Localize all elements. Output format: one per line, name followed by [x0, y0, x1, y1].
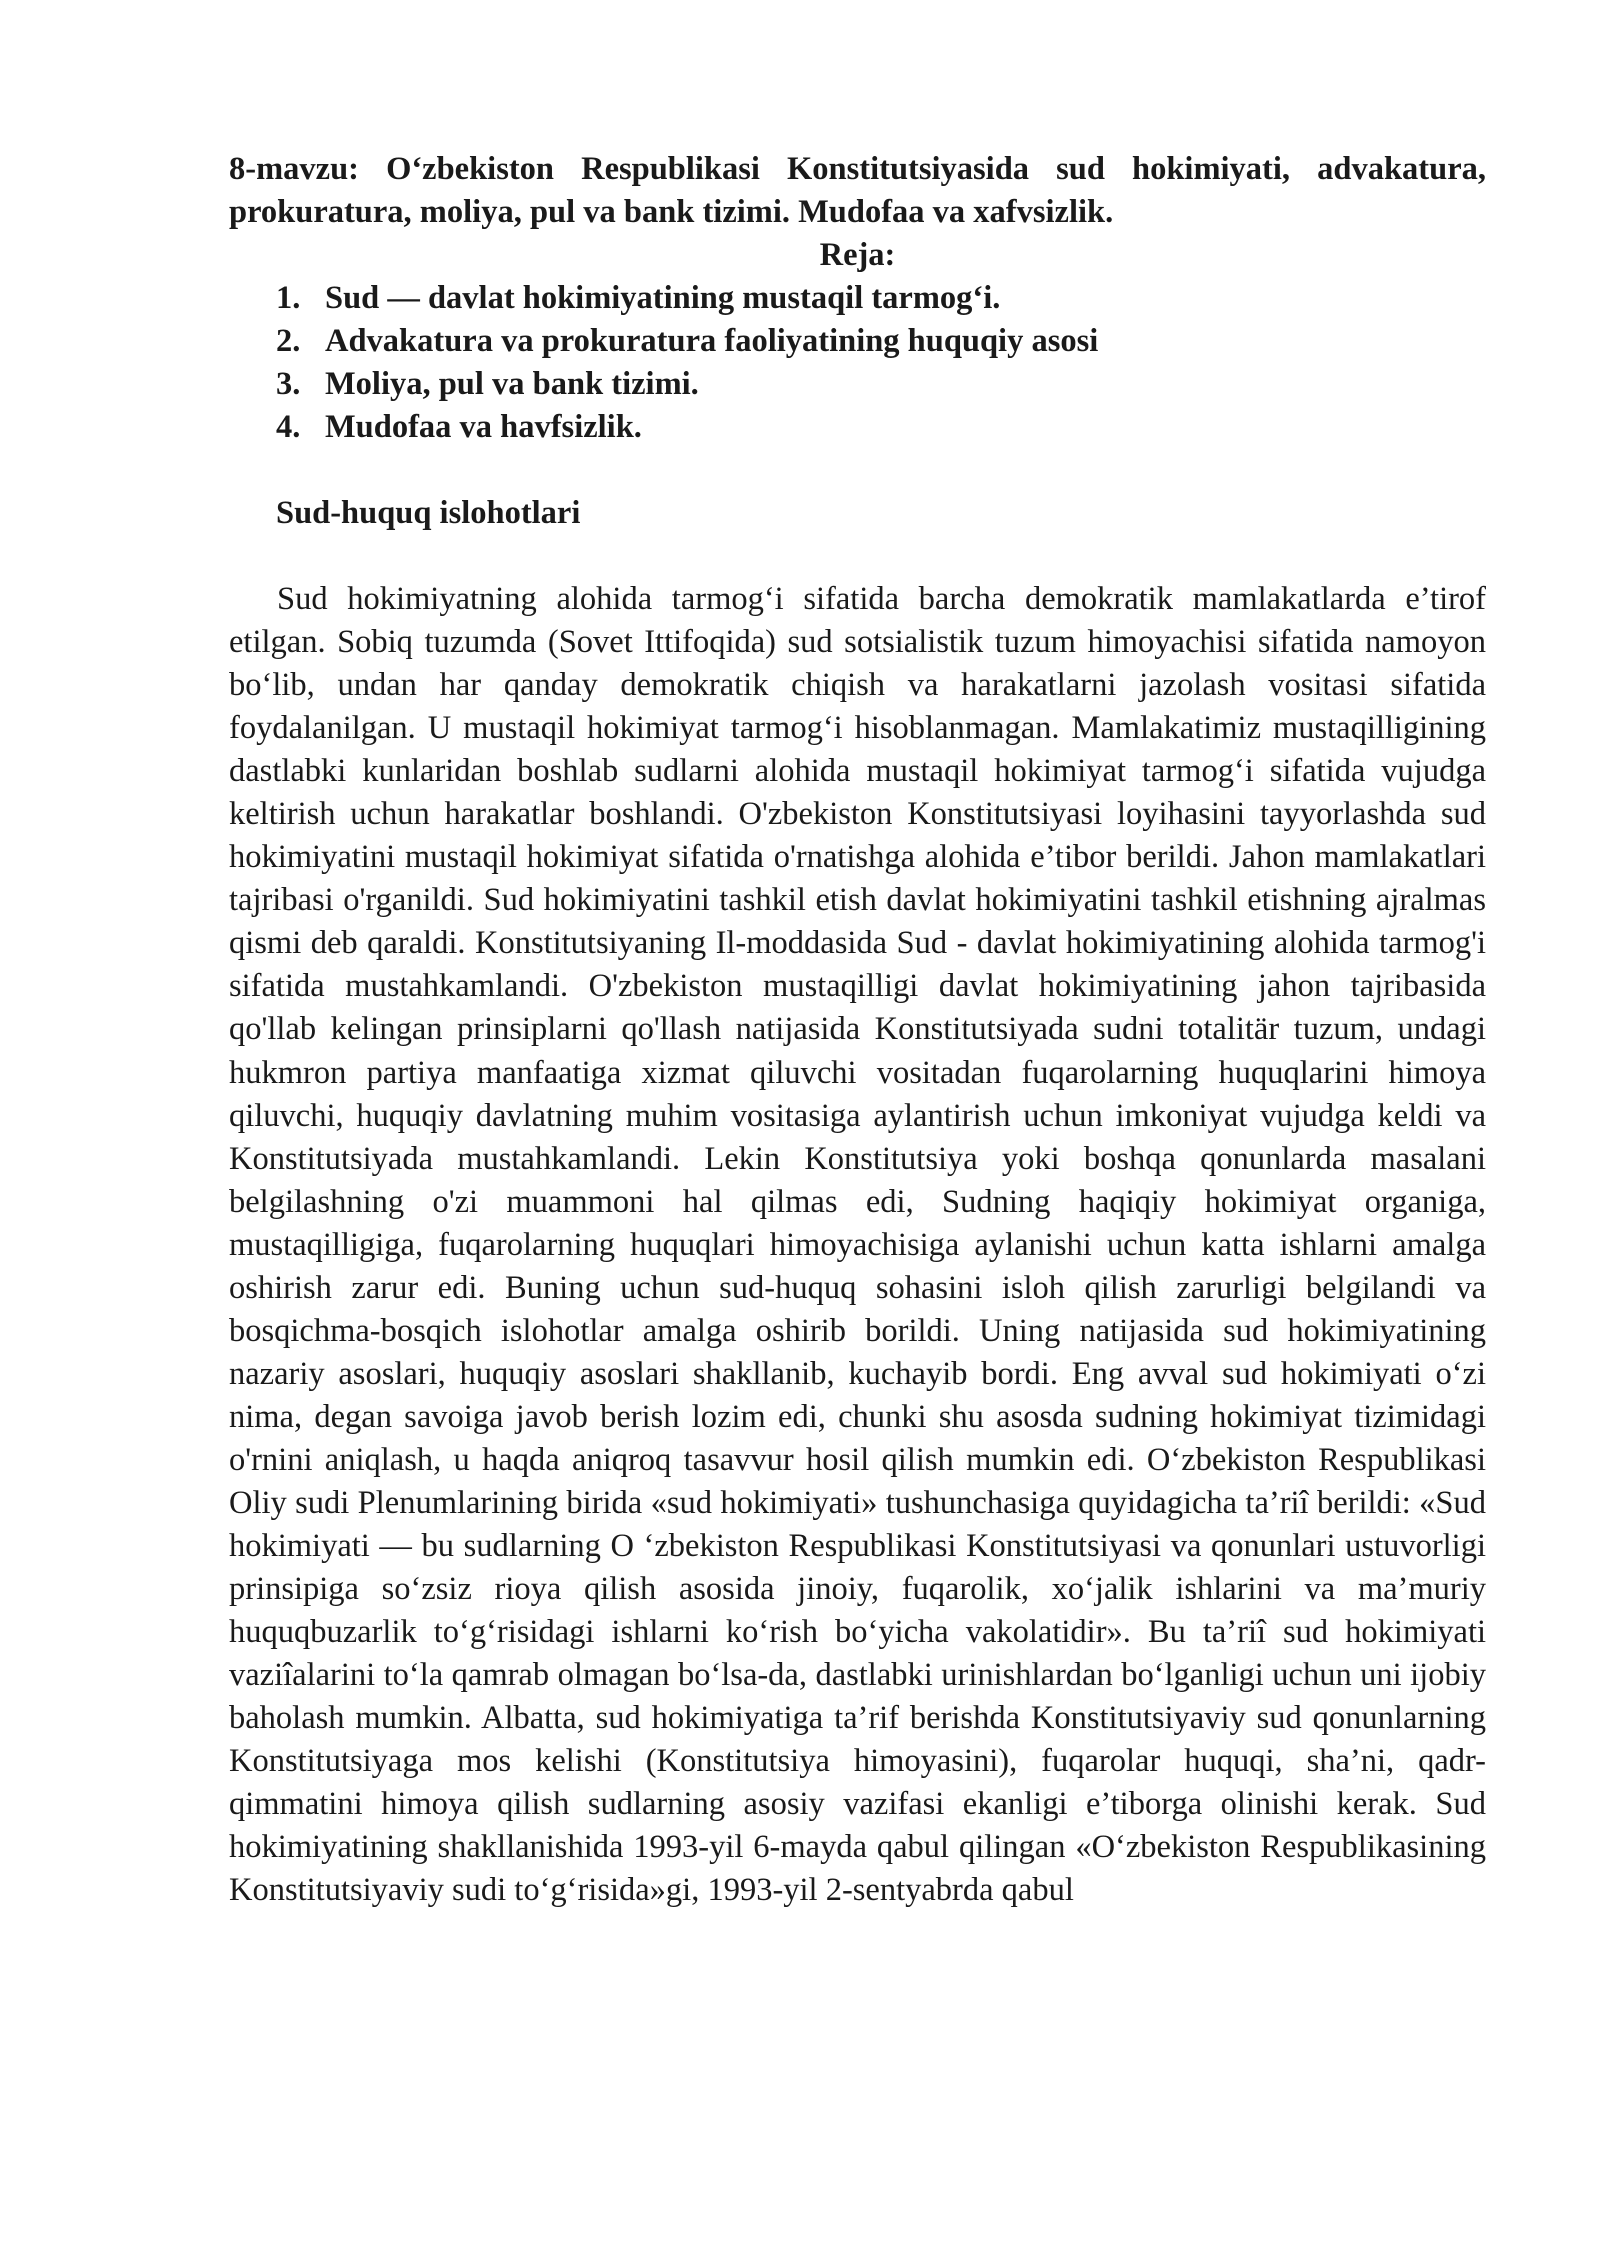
section-title: Sud-huquq islohotlari — [276, 495, 581, 531]
plan-item — [229, 277, 1486, 320]
topic-heading — [229, 148, 1486, 234]
plan-list — [229, 277, 1486, 449]
plan-title: Reja: — [819, 237, 896, 273]
plan-item — [229, 406, 1486, 449]
plan-item-number: 1. — [276, 280, 301, 316]
plan-item-number: 2. — [276, 323, 301, 359]
plan-item-text: Advakatura va prokuratura faoliyatining huquqiy asosi — [325, 323, 1099, 359]
document-page — [229, 148, 1486, 1912]
plan-item — [229, 320, 1486, 363]
plan-item-number: 3. — [276, 366, 301, 402]
plan-item-text: Mudofaa va havfsizlik. — [325, 409, 642, 445]
topic-heading-line1: 8-mavzu: O‘zbekiston Respublikasi Konstitutsiyasida sud hokimiyati, — [229, 151, 1291, 187]
plan-item-text: Sud — davlat hokimiyatining mustaqil tarmog‘i. — [325, 280, 1001, 316]
topic-heading-line2: advakatura, prokuratura, moliya, pul va bank tizimi. Mudofaa va xafvsizlik. — [229, 151, 1486, 230]
plan-item-number: 4. — [276, 409, 301, 445]
plan-item-text: Moliya, pul va bank tizimi. — [325, 366, 699, 402]
body-paragraph: Sud hokimiyatning alohida tarmog‘i sifatida barcha demokratik mamlakatlarda e’tirof etilgan. Sobiq tuzumda (Sovet Ittifoqida) sud sotsialistik tuzum himoyachisi sifatida namoyon bo‘lib, undan har qanday demokratik chiqish va harakatlarni jazolash vositasi sifatida foydalanilgan. U mustaqil hokimiyat tarmog‘i hisoblanmagan. Mamlakatimiz mustaqilligining dastlabki kunlaridan boshlab sudlarni alohida mustaqil hokimiyat tarmog‘i sifatida vujudga keltirish uchun harakatlar boshlandi. O'zbekiston Konstitutsiyasi loyihasini tayyorlashda sud hokimiyatini mustaqil hokimiyat sifatida o'rnatishga alohida e’tibor berildi. Jahon mamlakatlari tajribasi o'rganildi. Sud hokimiyatini tashkil etish davlat hokimiyatini tashkil etishning ajralmas qismi deb qaraldi. Konstitutsiyaning Il-moddasida Sud - davlat hokimiyatining alohida tarmog'i sifatida mustahkamlandi. O'zbekiston mustaqilligi davlat hokimiyatining jahon tajribasida qo'llab kelingan prinsiplarni qo'llash natijasida Konstitutsiyada sudni totalitär tuzum, undagi hukmron partiya manfaatiga xizmat qiluvchi vositadan fuqarolarning huquqlarini himoya qiluvchi, huquqiy davlatning muhim vositasiga aylantirish uchun imkoniyat vujudga keldi va Konstitutsiyada mustahkamlandi. Lekin Konstitutsiya yoki boshqa qonunlarda masalani belgilashning o'zi muammoni hal qilmas edi, Sudning haqiqiy hokimiyat organiga, mustaqilligiga, fuqarolarning huquqlari himoyachisiga aylanishi uchun katta ishlarni amalga oshirish zarur edi. Buning uchun sud-huquq sohasini isloh qilish zarurligi belgilandi va bosqichma-bosqich islohotlar amalga oshirib borildi. Uning natijasida sud hokimiyatining nazariy asoslari, huquqiy asoslari shakllanib, kuchayib bordi. Eng avval sud hokimiyati o‘zi nima, degan savoiga javob berish lozim edi, chunki shu asosda sudning hokimiyat tizimidagi o'rnini aniqlash, u haqda aniqroq tasavvur hosil qilish mumkin edi. O‘zbekiston Respublikasi Oliy sudi Plenumlarining birida «sud hokimiyati» tushunchasiga quyidagicha ta’riî berildi: «Sud hokimiyati — bu sudlarning O ‘zbekiston Respublikasi Konstitutsiyasi va qonunlari ustuvorligi prinsipiga so‘zsiz rioya qilish asosida jinoiy, fuqarolik, xo‘jalik ishlarini va ma’muriy huquqbuzarlik to‘g‘risidagi ishlarni ko‘rish bo‘yicha vakolatidir». Bu ta’riî sud hokimiyati vaziîalarini to‘la qamrab olmagan bo‘lsa-da, dastlabki urinishlardan bo‘lganligi uchun uni ijobiy baholash mumkin. Albatta, sud hokimiyatiga ta’rif berishda Konstitutsiyaviy sud qonunlarning Konstitutsiyaga mos kelishi (Konstitutsiya himoyasini), fuqarolar huquqi, sha’ni, qadr- qimmatini himoya qilish sudlarning asosiy vazifasi ekanligi e’tiborga olinishi kerak. Sud hokimiyatining shakllanishida 1993-yil 6-mayda qabul qilingan «O‘zbekiston Respublikasining Konstitutsiyaviy sudi to‘g‘risida»gi, 1993-yil 2-sentyabrda qabul — [229, 581, 1486, 1909]
plan-item — [229, 363, 1486, 406]
